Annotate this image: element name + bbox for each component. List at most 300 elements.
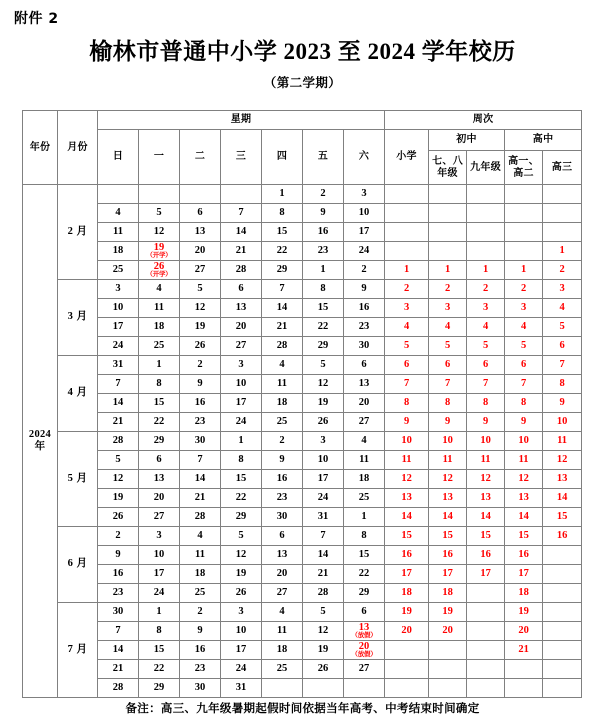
day-number: 8 bbox=[361, 529, 367, 541]
day-number: 1 bbox=[279, 187, 285, 199]
week-number-primary: 12 bbox=[385, 470, 429, 489]
week-number-grade-9: 11 bbox=[467, 451, 505, 470]
week-number-grade-7-8 bbox=[429, 660, 467, 679]
table-row bbox=[23, 394, 582, 413]
table-row bbox=[23, 584, 582, 603]
table-row bbox=[23, 527, 582, 546]
week-number-grade-7-8: 15 bbox=[429, 527, 467, 546]
day-cell-mon bbox=[139, 527, 180, 546]
day-cell-sat bbox=[344, 470, 385, 489]
day-number: 7 bbox=[115, 377, 121, 389]
day-cell-tue bbox=[180, 280, 221, 299]
table-row bbox=[23, 660, 582, 679]
day-cell-wed bbox=[221, 546, 262, 565]
week-number-grade-7-8: 9 bbox=[429, 413, 467, 432]
month-cell: 4 月 bbox=[58, 356, 98, 432]
day-number: 28 bbox=[194, 510, 206, 522]
day-number: 22 bbox=[317, 320, 329, 332]
day-number: 17 bbox=[153, 567, 165, 579]
week-number-grade-7-8: 19 bbox=[429, 603, 467, 622]
day-number: 26 bbox=[194, 339, 206, 351]
day-number: 11 bbox=[154, 301, 164, 313]
week-number-senior-1-2: 14 bbox=[505, 508, 543, 527]
day-number: 18 bbox=[153, 320, 165, 332]
day-number: 15 bbox=[153, 643, 165, 655]
week-number-primary: 9 bbox=[385, 413, 429, 432]
week-number-grade-9 bbox=[467, 242, 505, 261]
week-number-senior-1-2: 13 bbox=[505, 489, 543, 508]
day-cell-tue bbox=[180, 185, 221, 204]
week-number-grade-7-8: 18 bbox=[429, 584, 467, 603]
day-cell-sat bbox=[344, 337, 385, 356]
month-cell: 6 月 bbox=[58, 527, 98, 603]
week-number-grade-9: 9 bbox=[467, 413, 505, 432]
day-cell-mon bbox=[139, 470, 180, 489]
day-number: 10 bbox=[112, 301, 124, 313]
week-number-senior-3 bbox=[543, 185, 582, 204]
week-number-primary bbox=[385, 641, 429, 660]
day-cell-wed bbox=[221, 489, 262, 508]
day-cell-thu bbox=[262, 204, 303, 223]
day-number: 22 bbox=[153, 662, 165, 674]
week-number-primary: 18 bbox=[385, 584, 429, 603]
week-number-primary bbox=[385, 204, 429, 223]
day-cell-wed bbox=[221, 622, 262, 641]
day-cell-fri bbox=[303, 622, 344, 641]
week-number-grade-7-8 bbox=[429, 679, 467, 698]
day-cell-wed bbox=[221, 470, 262, 489]
day-cell-tue bbox=[180, 622, 221, 641]
day-cell-mon bbox=[139, 356, 180, 375]
day-number: 24 bbox=[317, 491, 329, 503]
day-number: 4 bbox=[115, 206, 121, 218]
week-number-grade-9 bbox=[467, 204, 505, 223]
day-cell-mon bbox=[139, 546, 180, 565]
day-cell-fri bbox=[303, 318, 344, 337]
week-number-primary: 15 bbox=[385, 527, 429, 546]
day-number: 2 bbox=[197, 358, 203, 370]
day-cell-fri bbox=[303, 299, 344, 318]
week-number-grade-9: 13 bbox=[467, 489, 505, 508]
day-cell-sun bbox=[98, 413, 139, 432]
week-number-senior-1-2 bbox=[505, 242, 543, 261]
day-number: 27 bbox=[235, 339, 247, 351]
week-number-grade-7-8 bbox=[429, 242, 467, 261]
day-cell-tue bbox=[180, 432, 221, 451]
day-cell-sun bbox=[98, 451, 139, 470]
table-row bbox=[23, 622, 582, 641]
day-number: 4 bbox=[156, 282, 162, 294]
header-weekday-fri: 五 bbox=[303, 130, 344, 185]
day-cell-thu bbox=[262, 641, 303, 660]
day-cell-sat bbox=[344, 451, 385, 470]
table-row bbox=[23, 470, 582, 489]
day-cell-sun bbox=[98, 584, 139, 603]
week-number-grade-9: 1 bbox=[467, 261, 505, 280]
school-calendar-table bbox=[22, 110, 582, 698]
table-row bbox=[23, 375, 582, 394]
header-senior-3: 高三 bbox=[543, 151, 582, 185]
day-number: 21 bbox=[112, 415, 124, 427]
week-number-grade-7-8: 8 bbox=[429, 394, 467, 413]
day-cell-thu bbox=[262, 223, 303, 242]
day-cell-mon bbox=[139, 185, 180, 204]
day-cell-wed bbox=[221, 508, 262, 527]
week-number-senior-1-2: 20 bbox=[505, 622, 543, 641]
day-number: 19 bbox=[112, 491, 124, 503]
day-number: 25 bbox=[194, 586, 206, 598]
table-row bbox=[23, 565, 582, 584]
day-cell-mon bbox=[139, 261, 180, 280]
week-number-senior-3: 7 bbox=[543, 356, 582, 375]
day-number: 14 bbox=[235, 225, 247, 237]
week-number-grade-7-8: 5 bbox=[429, 337, 467, 356]
day-number: 2 bbox=[361, 263, 367, 275]
attachment-label: 附件 2 bbox=[14, 11, 59, 27]
day-number: 5 bbox=[156, 206, 162, 218]
day-cell-sun bbox=[98, 375, 139, 394]
day-cell-thu bbox=[262, 451, 303, 470]
week-number-grade-9: 3 bbox=[467, 299, 505, 318]
week-number-senior-1-2: 6 bbox=[505, 356, 543, 375]
day-number: 30 bbox=[194, 434, 206, 446]
week-number-primary: 6 bbox=[385, 356, 429, 375]
day-number: 31 bbox=[112, 358, 124, 370]
day-number: 30 bbox=[112, 605, 124, 617]
day-cell-fri bbox=[303, 223, 344, 242]
day-cell-sat bbox=[344, 413, 385, 432]
day-number: 7 bbox=[279, 282, 285, 294]
header-weekday-sun: 日 bbox=[98, 130, 139, 185]
day-cell-wed bbox=[221, 318, 262, 337]
page-title: 榆林市普通中小学 2023 至 2024 学年校历 bbox=[89, 39, 516, 64]
day-number: 28 bbox=[112, 434, 124, 446]
day-number: 31 bbox=[317, 510, 329, 522]
day-number: 4 bbox=[361, 434, 367, 446]
day-number: 19 bbox=[194, 320, 206, 332]
table-row bbox=[23, 432, 582, 451]
week-number-senior-3: 8 bbox=[543, 375, 582, 394]
day-cell-mon bbox=[139, 565, 180, 584]
week-number-primary: 19 bbox=[385, 603, 429, 622]
day-number: 30 bbox=[276, 510, 288, 522]
day-cell-mon bbox=[139, 394, 180, 413]
day-cell-thu bbox=[262, 603, 303, 622]
calendar-table-wrapper bbox=[22, 110, 582, 698]
day-number: 10 bbox=[235, 377, 247, 389]
day-cell-mon bbox=[139, 413, 180, 432]
week-number-grade-7-8: 7 bbox=[429, 375, 467, 394]
week-number-grade-7-8 bbox=[429, 223, 467, 242]
day-number: 30 bbox=[194, 681, 206, 693]
week-number-senior-1-2: 16 bbox=[505, 546, 543, 565]
day-number: 31 bbox=[235, 681, 247, 693]
day-number: 8 bbox=[320, 282, 326, 294]
day-cell-fri bbox=[303, 280, 344, 299]
day-number: 24 bbox=[235, 415, 247, 427]
header-primary-school: 小学 bbox=[385, 130, 429, 185]
day-cell-sun bbox=[98, 546, 139, 565]
day-cell-fri bbox=[303, 375, 344, 394]
day-number: 30 bbox=[358, 339, 370, 351]
week-number-primary: 1 bbox=[385, 261, 429, 280]
day-cell-thu bbox=[262, 299, 303, 318]
day-cell-mon bbox=[139, 641, 180, 660]
week-number-senior-3 bbox=[543, 223, 582, 242]
day-cell-fri bbox=[303, 603, 344, 622]
week-number-primary bbox=[385, 660, 429, 679]
day-number: 20 bbox=[358, 641, 370, 653]
day-cell-fri bbox=[303, 432, 344, 451]
day-cell-tue bbox=[180, 679, 221, 698]
week-number-senior-1-2: 10 bbox=[505, 432, 543, 451]
week-number-senior-3 bbox=[543, 641, 582, 660]
day-number: 13 bbox=[358, 377, 370, 389]
table-row bbox=[23, 242, 582, 261]
week-number-grade-9 bbox=[467, 660, 505, 679]
day-number: 23 bbox=[317, 244, 329, 256]
day-number: 6 bbox=[156, 453, 162, 465]
day-number: 14 bbox=[112, 396, 124, 408]
header-senior-high-group: 高中 bbox=[505, 130, 582, 151]
day-cell-wed bbox=[221, 660, 262, 679]
day-number: 4 bbox=[279, 358, 285, 370]
day-number: 16 bbox=[358, 301, 370, 313]
week-number-grade-7-8: 2 bbox=[429, 280, 467, 299]
day-cell-wed bbox=[221, 223, 262, 242]
month-cell: 7 月 bbox=[58, 603, 98, 698]
day-cell-sat bbox=[344, 223, 385, 242]
day-number: 24 bbox=[153, 586, 165, 598]
week-number-grade-9: 15 bbox=[467, 527, 505, 546]
day-cell-wed bbox=[221, 565, 262, 584]
week-number-primary: 13 bbox=[385, 489, 429, 508]
day-number: 1 bbox=[156, 605, 162, 617]
table-row bbox=[23, 451, 582, 470]
day-cell-fri bbox=[303, 185, 344, 204]
day-cell-sun bbox=[98, 242, 139, 261]
day-number: 21 bbox=[317, 567, 329, 579]
day-cell-fri bbox=[303, 584, 344, 603]
day-cell-sun bbox=[98, 527, 139, 546]
week-number-senior-3 bbox=[543, 622, 582, 641]
day-number: 17 bbox=[317, 472, 329, 484]
day-cell-mon bbox=[139, 337, 180, 356]
day-cell-sun bbox=[98, 679, 139, 698]
day-cell-thu bbox=[262, 394, 303, 413]
week-number-senior-3: 10 bbox=[543, 413, 582, 432]
day-annotation: （放假） bbox=[351, 632, 377, 640]
day-number: 17 bbox=[235, 396, 247, 408]
week-number-grade-9: 16 bbox=[467, 546, 505, 565]
week-number-senior-1-2: 15 bbox=[505, 527, 543, 546]
day-number: 7 bbox=[197, 453, 203, 465]
day-cell-wed bbox=[221, 641, 262, 660]
day-number: 16 bbox=[194, 396, 206, 408]
day-cell-thu bbox=[262, 432, 303, 451]
day-number: 3 bbox=[156, 529, 162, 541]
day-cell-mon bbox=[139, 584, 180, 603]
day-cell-mon bbox=[139, 242, 180, 261]
day-number: 5 bbox=[320, 605, 326, 617]
week-number-senior-3 bbox=[543, 584, 582, 603]
week-number-senior-3: 3 bbox=[543, 280, 582, 299]
day-cell-tue bbox=[180, 204, 221, 223]
table-row bbox=[23, 641, 582, 660]
week-number-grade-7-8: 16 bbox=[429, 546, 467, 565]
week-number-grade-9: 4 bbox=[467, 318, 505, 337]
day-cell-sun bbox=[98, 394, 139, 413]
table-row bbox=[23, 508, 582, 527]
day-number: 14 bbox=[112, 643, 124, 655]
week-number-primary: 17 bbox=[385, 565, 429, 584]
week-number-primary: 2 bbox=[385, 280, 429, 299]
day-cell-sat bbox=[344, 375, 385, 394]
week-number-grade-9: 12 bbox=[467, 470, 505, 489]
day-cell-mon bbox=[139, 223, 180, 242]
day-number: 4 bbox=[279, 605, 285, 617]
week-number-grade-7-8 bbox=[429, 641, 467, 660]
day-cell-sat bbox=[344, 641, 385, 660]
day-number: 22 bbox=[358, 567, 370, 579]
header-weekday-sat: 六 bbox=[344, 130, 385, 185]
week-number-grade-9 bbox=[467, 641, 505, 660]
day-number: 28 bbox=[276, 339, 288, 351]
day-cell-thu bbox=[262, 280, 303, 299]
week-number-senior-1-2: 4 bbox=[505, 318, 543, 337]
week-number-grade-9 bbox=[467, 603, 505, 622]
week-number-grade-7-8: 12 bbox=[429, 470, 467, 489]
day-cell-wed bbox=[221, 242, 262, 261]
week-number-primary bbox=[385, 185, 429, 204]
day-number: 20 bbox=[276, 567, 288, 579]
day-number: 10 bbox=[235, 624, 247, 636]
day-number: 8 bbox=[279, 206, 285, 218]
week-number-primary: 7 bbox=[385, 375, 429, 394]
day-number: 2 bbox=[279, 434, 285, 446]
day-number: 18 bbox=[276, 643, 288, 655]
day-number: 20 bbox=[153, 491, 165, 503]
day-number: 22 bbox=[153, 415, 165, 427]
day-cell-sat bbox=[344, 356, 385, 375]
day-cell-tue bbox=[180, 660, 221, 679]
day-cell-mon bbox=[139, 375, 180, 394]
day-cell-tue bbox=[180, 546, 221, 565]
day-number: 9 bbox=[320, 206, 326, 218]
day-number: 27 bbox=[276, 586, 288, 598]
week-number-senior-3: 4 bbox=[543, 299, 582, 318]
week-number-primary: 14 bbox=[385, 508, 429, 527]
header-weekday-group: 星期 bbox=[98, 111, 385, 130]
day-cell-tue bbox=[180, 565, 221, 584]
header-weekday-thu: 四 bbox=[262, 130, 303, 185]
day-cell-tue bbox=[180, 337, 221, 356]
week-number-grade-9 bbox=[467, 584, 505, 603]
day-cell-fri bbox=[303, 451, 344, 470]
day-cell-sat bbox=[344, 660, 385, 679]
day-cell-wed bbox=[221, 679, 262, 698]
day-cell-sun bbox=[98, 280, 139, 299]
day-number: 11 bbox=[277, 377, 287, 389]
header-month: 月份 bbox=[58, 111, 98, 185]
day-cell-tue bbox=[180, 356, 221, 375]
day-number: 21 bbox=[235, 244, 247, 256]
week-number-senior-1-2: 9 bbox=[505, 413, 543, 432]
day-cell-tue bbox=[180, 261, 221, 280]
day-cell-sat bbox=[344, 527, 385, 546]
day-number: 21 bbox=[194, 491, 206, 503]
week-number-grade-9 bbox=[467, 622, 505, 641]
day-number: 29 bbox=[153, 681, 165, 693]
header-year: 年份 bbox=[23, 111, 58, 185]
day-cell-tue bbox=[180, 375, 221, 394]
week-number-senior-3: 6 bbox=[543, 337, 582, 356]
day-number: 5 bbox=[238, 529, 244, 541]
week-number-senior-3: 1 bbox=[543, 242, 582, 261]
day-cell-sun bbox=[98, 489, 139, 508]
day-number: 25 bbox=[276, 415, 288, 427]
week-number-primary: 11 bbox=[385, 451, 429, 470]
table-row bbox=[23, 337, 582, 356]
week-number-senior-3: 11 bbox=[543, 432, 582, 451]
day-number: 15 bbox=[153, 396, 165, 408]
day-number: 1 bbox=[320, 263, 326, 275]
day-cell-thu bbox=[262, 356, 303, 375]
day-cell-tue bbox=[180, 394, 221, 413]
day-cell-thu bbox=[262, 660, 303, 679]
day-number: 27 bbox=[153, 510, 165, 522]
day-number: 21 bbox=[276, 320, 288, 332]
day-cell-sun bbox=[98, 470, 139, 489]
day-cell-sat bbox=[344, 546, 385, 565]
day-cell-thu bbox=[262, 622, 303, 641]
day-number: 26 bbox=[317, 662, 329, 674]
page-subtitle: （第二学期） bbox=[263, 75, 342, 90]
day-cell-sat bbox=[344, 394, 385, 413]
day-number: 4 bbox=[197, 529, 203, 541]
day-number: 25 bbox=[276, 662, 288, 674]
day-number: 18 bbox=[276, 396, 288, 408]
day-cell-thu bbox=[262, 508, 303, 527]
week-number-primary bbox=[385, 223, 429, 242]
day-cell-tue bbox=[180, 489, 221, 508]
day-cell-thu bbox=[262, 413, 303, 432]
day-cell-wed bbox=[221, 527, 262, 546]
day-number: 16 bbox=[317, 225, 329, 237]
week-number-senior-3: 15 bbox=[543, 508, 582, 527]
day-number: 28 bbox=[317, 586, 329, 598]
week-number-primary: 3 bbox=[385, 299, 429, 318]
day-cell-fri bbox=[303, 242, 344, 261]
week-number-grade-9: 6 bbox=[467, 356, 505, 375]
header-senior-1-2: 高一、高二 bbox=[505, 151, 543, 185]
day-number: 3 bbox=[115, 282, 121, 294]
week-number-grade-7-8: 3 bbox=[429, 299, 467, 318]
day-cell-thu bbox=[262, 242, 303, 261]
day-cell-mon bbox=[139, 603, 180, 622]
day-number: 6 bbox=[197, 206, 203, 218]
week-number-senior-3: 14 bbox=[543, 489, 582, 508]
day-cell-wed bbox=[221, 584, 262, 603]
week-number-grade-9: 14 bbox=[467, 508, 505, 527]
week-number-senior-1-2: 19 bbox=[505, 603, 543, 622]
week-number-senior-1-2 bbox=[505, 679, 543, 698]
week-number-primary: 8 bbox=[385, 394, 429, 413]
day-number: 25 bbox=[112, 263, 124, 275]
day-cell-thu bbox=[262, 489, 303, 508]
week-number-senior-3: 13 bbox=[543, 470, 582, 489]
day-number: 28 bbox=[235, 263, 247, 275]
